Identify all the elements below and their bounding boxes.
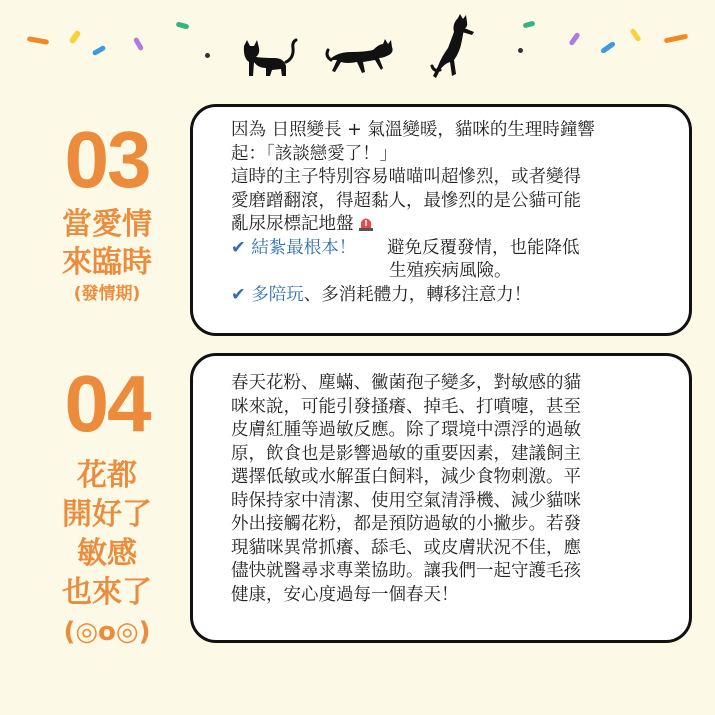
tip-text: 、多消耗體力，轉移注意力！ xyxy=(303,284,532,305)
body-line: 現貓咪異常抓癢、舔毛、或皮膚狀況不佳，應 xyxy=(231,537,581,558)
confetti-dot xyxy=(205,53,210,58)
section-number: 04 xyxy=(64,359,150,448)
section-title xyxy=(42,206,172,306)
body-line: 皮膚紅腫等過敏反應。除了環境中漂浮的過敏 xyxy=(231,420,581,440)
tip-highlight: 結紮最根本！ xyxy=(251,237,357,258)
alarm-siren-icon xyxy=(358,214,374,232)
confetti-piece xyxy=(133,37,144,52)
body-text: 亂尿尿標記地盤 xyxy=(231,214,354,234)
body-line: 春天花粉、塵蟎、黴菌孢子變多，對敏感的貓 xyxy=(231,373,581,393)
body-line: 選擇低敏或水解蛋白飼料，減少食物刺激。平 xyxy=(231,467,581,487)
body-line: 因為 日照變長 + 氣溫變暖，貓咪的生理時鐘響 xyxy=(231,120,595,140)
cat-walking-icon xyxy=(325,38,400,76)
info-box-heat xyxy=(190,104,692,336)
confetti-piece xyxy=(176,21,190,29)
title-line: 花都 xyxy=(77,458,137,493)
body-line xyxy=(231,213,675,237)
tip-row xyxy=(231,237,675,284)
info-box-allergy xyxy=(190,353,692,643)
section-number: 03 xyxy=(64,115,150,204)
title-line: 敏感 xyxy=(77,536,137,571)
confetti-piece xyxy=(92,45,107,56)
confetti-piece xyxy=(664,34,689,44)
body-line: 時保持家中清潔、使用空氣清淨機、減少貓咪 xyxy=(231,490,581,511)
confetti-piece xyxy=(568,32,580,46)
title-line: 也來了 xyxy=(62,575,152,610)
confetti-piece xyxy=(27,36,50,45)
check-icon: ✔ xyxy=(231,284,246,305)
body-line: 外出接觸花粉，都是預防過敏的小撇步。若發 xyxy=(231,514,581,534)
confetti-piece xyxy=(69,30,82,45)
body-line: 儘快就醫尋求專業協助。讓我們一起守護毛孩 xyxy=(231,561,581,581)
title-line: 開好了 xyxy=(62,497,152,532)
title-line: 當愛情 xyxy=(62,207,152,242)
body-line: 起：「該談戀愛了！」 xyxy=(231,143,398,164)
cat-sitting-icon xyxy=(240,38,298,78)
body-line: 原，飲食也是影響過敏的重要因素，建議飼主 xyxy=(231,443,581,464)
cat-jumping-icon xyxy=(430,14,478,80)
section-subtitle: (◎o◎) xyxy=(63,617,151,647)
body-line: 愛磨蹭翻滾，得超黏人，最慘烈的是公貓可能 xyxy=(231,190,581,211)
tip-highlight: 多陪玩 xyxy=(251,284,304,305)
confetti-dot xyxy=(518,48,523,53)
tip-row xyxy=(231,284,675,308)
confetti-piece xyxy=(629,28,641,42)
title-line: 來臨時 xyxy=(62,245,152,280)
body-line: 健康，安心度過每一個春天！ xyxy=(231,584,459,605)
section-title xyxy=(42,456,172,652)
confetti-piece xyxy=(600,41,616,54)
check-icon: ✔ xyxy=(231,237,246,258)
tip-text: 避免反覆發情，也能降低 xyxy=(387,237,580,258)
confetti-piece xyxy=(523,21,536,29)
body-line: 這時的主子特別容易喵喵叫超慘烈，或者變得 xyxy=(231,167,581,187)
section-subtitle: (發情期) xyxy=(73,284,141,304)
tip-text: 生殖疾病風險。 xyxy=(389,261,512,281)
body-line: 咪來說，可能引發搔癢、掉毛、打噴嚏，甚至 xyxy=(231,396,581,417)
